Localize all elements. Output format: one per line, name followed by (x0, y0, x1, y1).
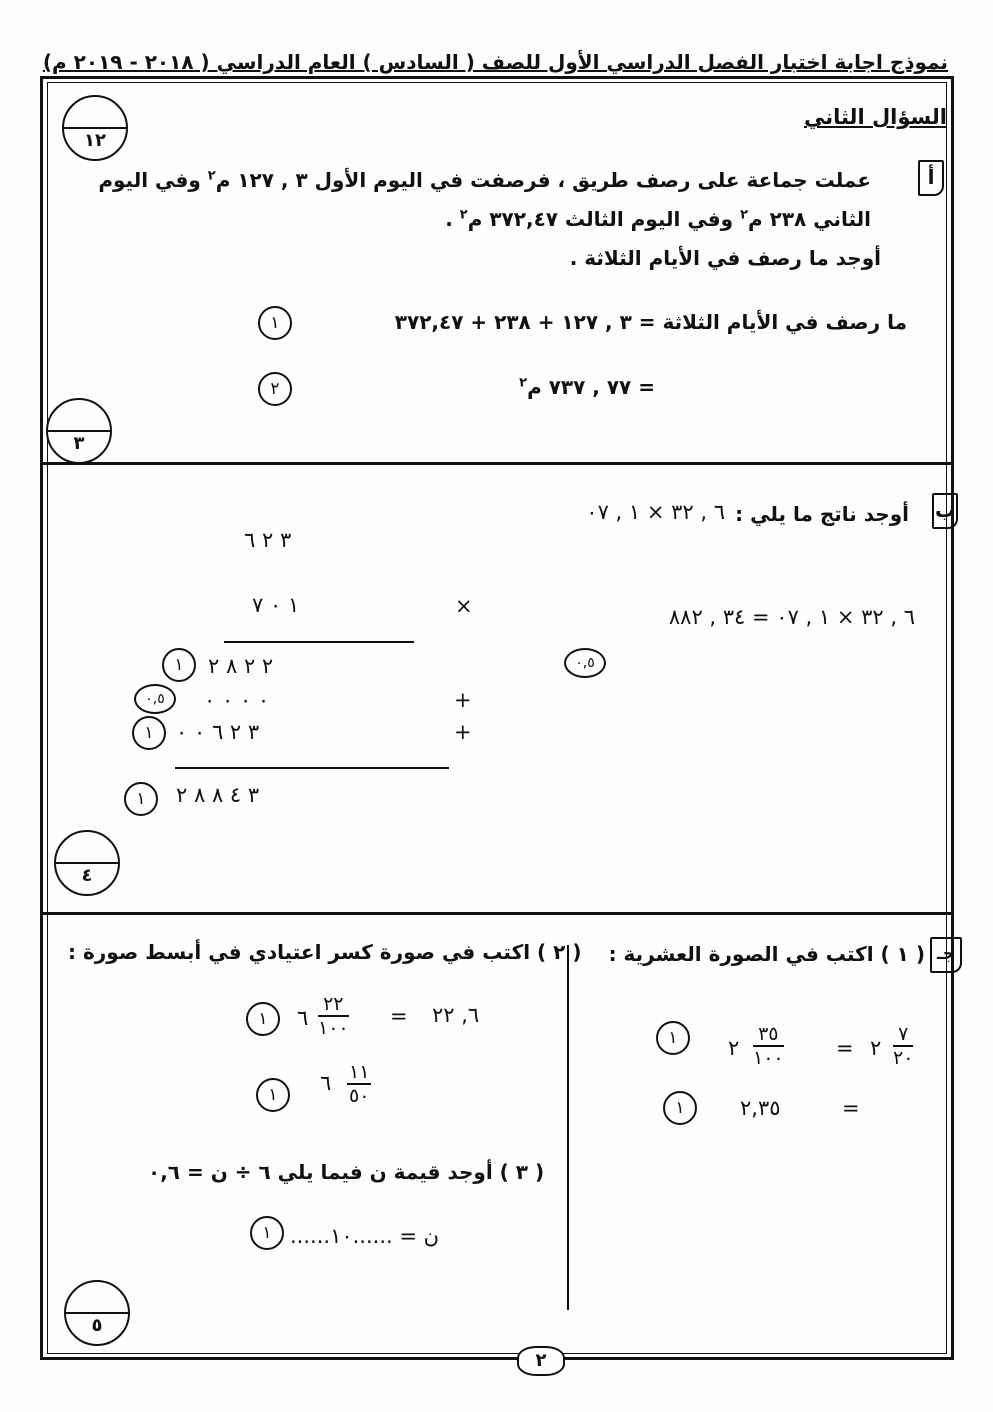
part-a-line2-end: . (445, 207, 453, 231)
times-sign: × (455, 594, 473, 618)
column-divider (567, 945, 569, 1310)
total-score: ١٢ (84, 130, 106, 151)
total-score-circle (62, 95, 128, 161)
part-a-line1-end: وفي اليوم (98, 168, 201, 192)
part-a-score: ٣ (73, 433, 85, 454)
part-a-line2-mid: وفي اليوم الثالث ٣٧٢,٤٧ م (467, 207, 734, 231)
q1-eq1-equals: = (836, 1036, 854, 1060)
q1-eq1-num: ٧ (893, 1023, 913, 1047)
plus-sign-1: + (454, 688, 472, 712)
q2-eq1-num: ٢٢ (318, 993, 349, 1017)
q3-mark: ١ (250, 1216, 284, 1250)
q2-eq1-equals: = (390, 1004, 408, 1028)
partial-row1-mark: ١ (162, 648, 196, 682)
q3-answer: ن = ......١٠...... (290, 1224, 440, 1248)
part-a-line2 (445, 207, 871, 231)
q3-prompt: ( ٣ ) أوجد قيمة ن فيما يلي ٦ ÷ ن = ٠,٦ (148, 1160, 545, 1184)
q1-eq1-mark: ١ (656, 1021, 690, 1055)
part-a-answer1: ما رصف في الأيام الثلاثة = ٣ , ١٢٧ + ٢٣٨ + ٣٧٢,٤٧ (394, 310, 907, 334)
part-a-answer2 (519, 375, 655, 399)
part-b-score-circle (54, 830, 120, 896)
plus-sign-2: + (454, 720, 472, 744)
mult-row2: ١ ٠ ٧ (252, 593, 300, 617)
q2-eq1-whole: ٦ (297, 1006, 309, 1030)
q1-eq1-res-whole: ٢ (728, 1036, 740, 1060)
part-a-answer2-mark: ٢ (258, 372, 292, 406)
partial-row3: ٣ ٢ ٦ ٠ ٠ (176, 720, 260, 744)
part-b-prompt: أوجد ناتج ما يلي : (735, 502, 909, 526)
q2-eq1-fraction (318, 993, 349, 1039)
part-b-result-mark: ٠,٥ (564, 648, 606, 678)
q2-eq2-fraction (347, 1061, 371, 1107)
part-a-line2-sup: ٢ (740, 207, 748, 223)
q1-eq1-whole: ٢ (870, 1036, 882, 1060)
part-b-label: ب (932, 493, 958, 529)
part-b-expression: ٦ , ٣٢ × ١ , ٠٧ (586, 500, 725, 524)
part-a-label: أ (918, 160, 944, 196)
q1-eq1-res-den: ١٠٠ (753, 1047, 784, 1069)
partial-row3-mark: ١ (132, 716, 166, 750)
q1-eq2-equals: = (842, 1096, 860, 1120)
q2-eq2-whole: ٦ (320, 1071, 332, 1095)
q1-eq1-res-num: ٣٥ (753, 1023, 784, 1047)
part-b-result: ٦ , ٣٢ × ١ , ٠٧ = ٣٤ , ٨٨٢ (668, 605, 915, 629)
q2-eq1-mark: ١ (246, 1002, 280, 1036)
q1-prompt: ( ١ ) اكتب في الصورة العشرية : (608, 942, 925, 966)
part-c-score: ٥ (91, 1315, 103, 1336)
q2-prompt: ( ٢ ) اكتب في صورة كسر اعتيادي في أبسط صورة : (68, 940, 582, 964)
part-a-line1-text: عملت جماعة على رصف طريق ، فرصفت في اليوم الأول ٣ , ١٢٧ م (215, 168, 871, 192)
q2-eq2-mark: ١ (256, 1078, 290, 1112)
q1-eq2-mark: ١ (663, 1091, 697, 1125)
part-a-answer1-mark: ١ (258, 306, 292, 340)
q2-eq2-num: ١١ (349, 1061, 370, 1083)
q2-eq2-den: ٥٠ (349, 1085, 370, 1107)
q1-eq1-fraction (893, 1023, 913, 1069)
mult-total: ٣ ٤ ٨ ٨ ٢ (176, 783, 260, 807)
q1-eq1-den: ٢٠ (893, 1047, 914, 1069)
mult-rule-1 (224, 641, 414, 643)
q2-eq1-den: ١٠٠ (318, 1017, 349, 1039)
page-header: نموذج اجابة اختبار الفصل الدراسي الأول للصف ( السادس ) العام الدراسي ( ٢٠١٨ - ٢٠١٩ م) (42, 50, 948, 74)
part-a-line2-sup2: ٢ (459, 207, 468, 223)
part-a-answer2-text: = ٧٧ , ٧٣٧ م (527, 375, 655, 399)
question-title: السؤال الثاني (803, 105, 947, 129)
section-divider-1 (40, 462, 954, 465)
part-b-score: ٤ (81, 865, 93, 886)
part-a-line1 (98, 168, 871, 192)
mult-row1: ٣ ٢ ٦ (244, 528, 292, 552)
part-a-answer2-sup: ٢ (519, 375, 528, 391)
q1-eq2-value: ٢,٣٥ (740, 1096, 781, 1120)
part-a-line2-text: الثاني ٢٣٨ م (748, 207, 871, 231)
partial-row2-mark: ٠,٥ (134, 684, 176, 714)
part-a-line3: أوجد ما رصف في الأيام الثلاثة . (569, 246, 881, 270)
partial-row1: ٢ ٢ ٨ ٢ (208, 654, 274, 678)
partial-row2: ٠ ٠ ٠ ٠ (204, 688, 270, 712)
part-a-score-circle (46, 398, 112, 464)
section-divider-2 (40, 912, 954, 915)
part-c-label: جـ (930, 937, 962, 973)
part-a-line1-sup: ٢ (207, 168, 216, 184)
q1-eq1-res-fraction (753, 1023, 784, 1069)
mult-rule-2 (175, 767, 449, 769)
page-number: ٢ (517, 1346, 565, 1376)
part-c-score-circle (64, 1280, 130, 1346)
mult-total-mark: ١ (124, 782, 158, 816)
q2-decimal: ٦, ٢٢ (432, 1003, 480, 1027)
